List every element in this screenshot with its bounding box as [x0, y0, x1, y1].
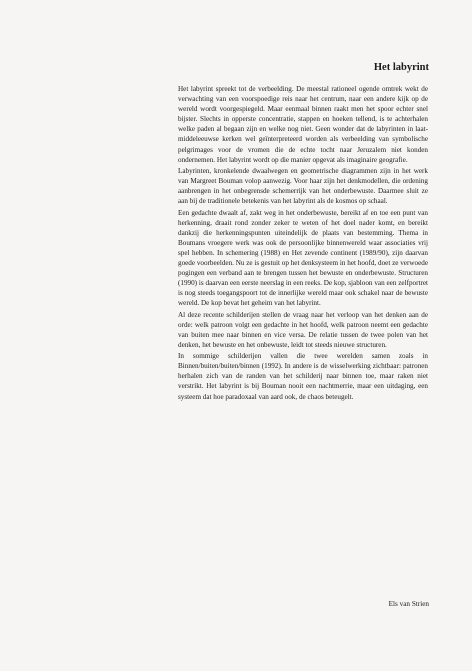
paragraph-4: Al deze recente schilderijen stellen de vraag naar het verloop van het denken aan de orde: welk patroon volgt een gedachte in het hoofd, welk patroon neemt een gedachte van buiten mee naar binnen en vice versa. De relatie tussen de twee polen van het denken, het bewuste en het onbewuste, leidt tot steeds nieuwe structuren. — [178, 310, 428, 349]
paragraph-2: Labyrinten, kronkelende dwaalwegen en geometrische diagrammen zijn in het werk van Margreet Bouman volop aanwezig. Voor haar zijn het denkmodellen, die ordening aanbrengen in het onbegrensde schemerrijk van het onderbewuste. Daarmee sluit ze aan bij de traditionele betekenis van het labyrint als de kosmos op schaal. — [178, 166, 428, 206]
paragraph-5: In sommige schilderijen vallen die twee werelden samen zoals in Binnen/buiten/buiten/binnen (1992). In andere is de wisselwerking zichtbaar: patronen herhalen zich van de randen van het schilderij naar binnen toe, maar raken niet verstrikt. Het labyrint is bij Bouman nooit een nachtmerrie, maar een uitdaging, een systeem dat hoe paradoxaal van aard ook, de chaos beteugelt. — [178, 352, 428, 401]
paragraph-1: Het labyrint spreekt tot de verbeelding. De meestal rationeel ogende omtrek wekt de verwachting van een voorspoedige reis naar het centrum, naar een andere kijk op de wereld wordt voorgespiegeld. Maar eenmaal binnen raakt men het spoor echter snel bijster. Slechts in opperste concentratie, stappen en hoeken tellend, is te achterhalen welke paden al begaan zijn en welke nog niet. Geen wonder dat de labyrinten in laat-middeleeuwse kerken wel geïnterpreteerd worden als verbeelding van symbolische pelgrimages voor de vromen die de echte tocht naar Jeruzalem niet konden ondernemen. Het labyrint wordt op die manier opgevat als imaginaire geografie. — [178, 85, 428, 164]
article-body — [178, 84, 428, 403]
author-signature: Els van Strien — [388, 600, 429, 608]
page-title: Het labyrint — [373, 62, 429, 73]
paragraph-3: Een gedachte dwaalt af, zakt weg in het onderbewuste, bereikt af en toe een punt van herkenning, draait rond zonder zeker te weten of het doel nader komt, en bereikt dankzij die herkenningspunten uiteindelijk de plaats van bestemming. Thema in Boumans vroegere werk was ook de persoonlijke binnenwereld waar associaties vrij spel hebben. In schemering (1988) en Het zevende continent (1989/90), zijn daarvan goede voorbeelden. Nu ze is gestuit op het denksysteem in het hoofd, doet ze verwoede pogingen een verband aan te brengen tussen het bewuste en onderbewuste. Structuren (1990) is daarvan een eerste neerslag in een reeks. De kop, sjabloon van een zelfportret is nog steeds toegangspoort tot de innerlijke wereld maar ook schakel naar de bewuste wereld. De kop bevat het geheim van het labyrint. — [178, 208, 428, 308]
